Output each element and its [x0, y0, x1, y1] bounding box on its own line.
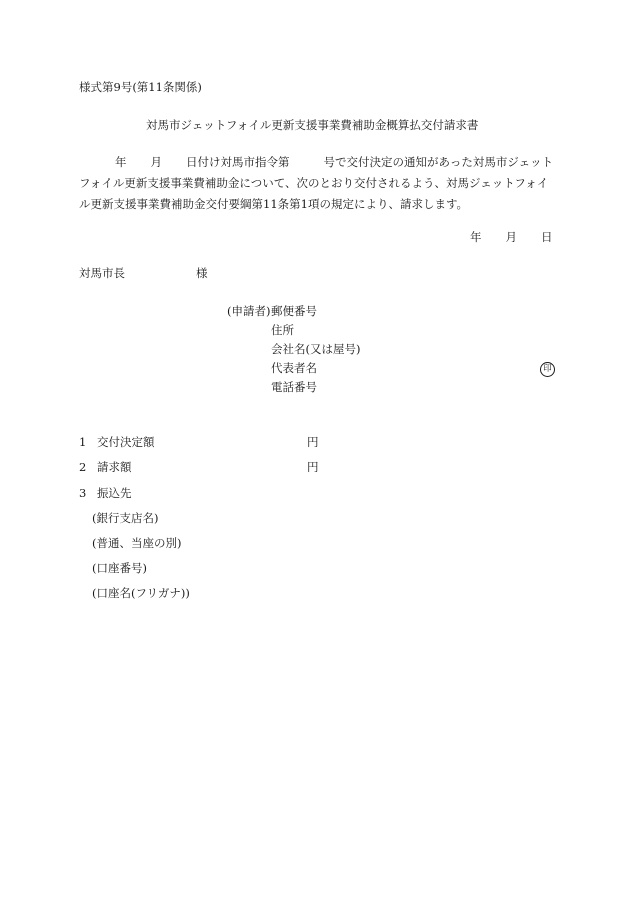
phone-field: 電話番号: [271, 380, 317, 394]
item-request-amount: [79, 462, 132, 474]
body-year: 年: [115, 155, 127, 169]
account-number-label: (口座番号): [92, 561, 147, 575]
form-number: 様式第9号(第11条関係): [79, 80, 202, 94]
item-label: 請求額: [97, 460, 132, 474]
item-transfer-destination: [79, 488, 132, 500]
postal-code-field: 郵便番号: [271, 304, 317, 318]
body-notice-prefix: 日付け対馬市指令第: [186, 155, 290, 169]
item-number: 3: [79, 486, 87, 500]
addressee: [79, 266, 208, 280]
addressee-name: 対馬市長: [79, 266, 125, 280]
body-notice-suffix: 号で交付決定の通知があった対馬市ジェットフォイル更新支援事業費補助金について、次のとおり交付されるよう、対馬ジェットフォイル更新支援事業費補助金交付要綱第11条第1項の規定により、請求します。: [79, 155, 554, 211]
date-year: 年: [470, 230, 482, 244]
account-type-label: (普通、当座の別): [92, 536, 182, 550]
item-number: 2: [79, 460, 87, 474]
seal-mark: 印: [540, 362, 555, 377]
item-label: 振込先: [97, 486, 132, 500]
yen-unit: 円: [307, 435, 319, 449]
item-number: 1: [79, 435, 87, 449]
representative-field: 代表者名: [271, 361, 317, 375]
date-month: 月: [505, 230, 517, 244]
account-name-label: (口座名(フリガナ)): [92, 586, 190, 600]
document-title: 対馬市ジェットフォイル更新支援事業費補助金概算払交付請求書: [146, 118, 479, 132]
bank-branch-label: (銀行支店名): [92, 511, 159, 525]
date-day: 日: [541, 230, 553, 244]
item-grant-decision-amount: [79, 437, 155, 449]
yen-unit: 円: [307, 460, 319, 474]
address-field: 住所: [271, 323, 294, 337]
item-label: 交付決定額: [97, 435, 155, 449]
company-name-field: 会社名(又は屋号): [271, 342, 361, 356]
applicant-label: (申請者): [227, 304, 271, 318]
date-line: [470, 232, 553, 244]
body-month: 月: [150, 155, 162, 169]
request-body-text: [79, 152, 559, 215]
addressee-honorific: 様: [196, 266, 208, 280]
